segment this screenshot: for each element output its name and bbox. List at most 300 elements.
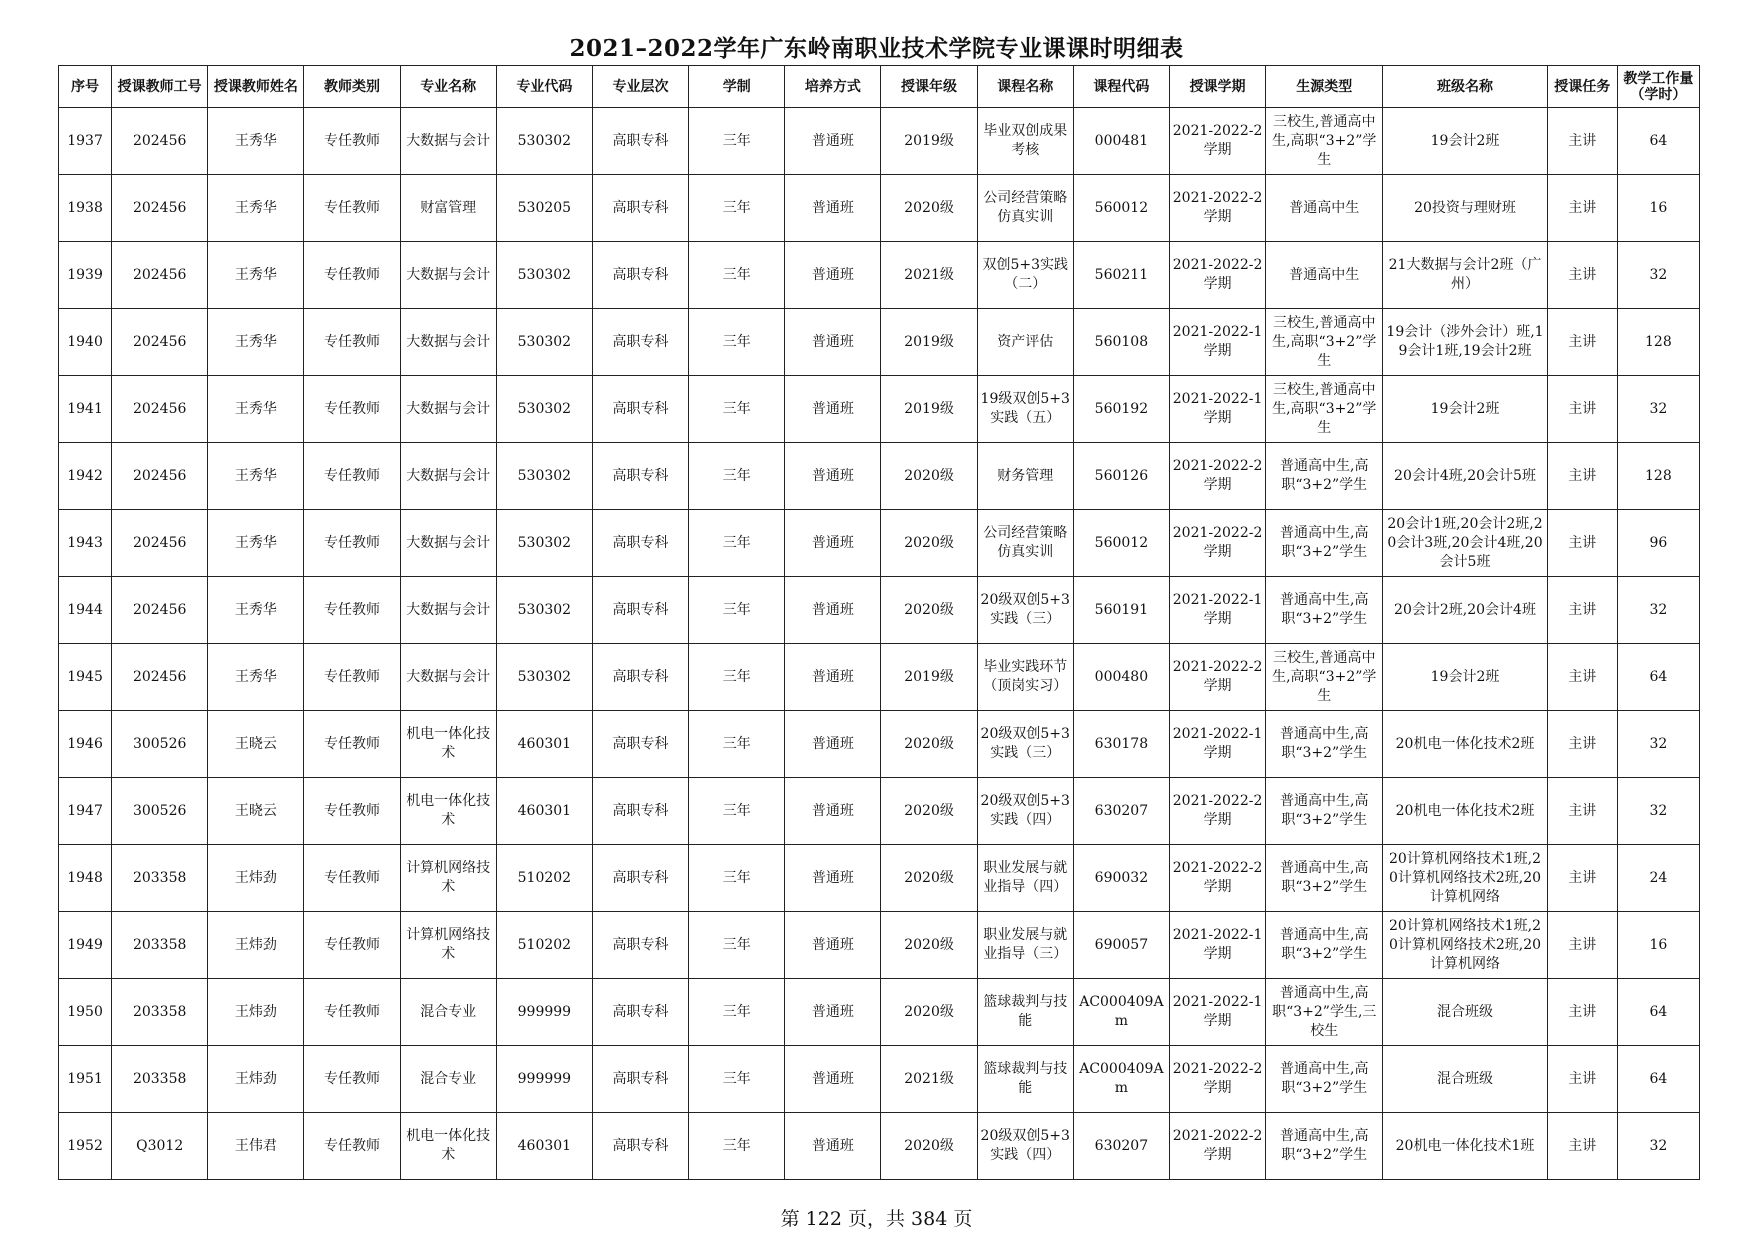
table-cell xyxy=(208,175,304,242)
cell-text: 普通高中生,高职“3+2”学生 xyxy=(1280,927,1369,962)
table-cell xyxy=(785,577,881,644)
cell-text: 32 xyxy=(1649,266,1668,283)
cell-text: 1938 xyxy=(67,199,103,216)
cell-text: 三年 xyxy=(722,601,751,618)
cell-text: 大数据与会计 xyxy=(406,534,491,551)
cell-text: 32 xyxy=(1649,1137,1668,1154)
cell-text: 王秀华 xyxy=(234,199,277,216)
table-cell xyxy=(400,1046,496,1113)
cell-text: 630178 xyxy=(1094,735,1149,752)
cell-text: 专任教师 xyxy=(324,132,381,149)
cell-text: 24 xyxy=(1649,869,1668,886)
cell-text: 公司经营策略仿真实训 xyxy=(983,525,1068,560)
table-cell xyxy=(496,778,592,845)
cell-text: 高职专科 xyxy=(612,400,669,417)
table-cell xyxy=(881,510,977,577)
table-cell xyxy=(496,242,592,309)
cell-text: 530302 xyxy=(517,400,572,417)
table-cell xyxy=(1073,108,1169,175)
cell-text: 1947 xyxy=(67,802,103,819)
table-cell xyxy=(977,711,1073,778)
cell-text: 2019级 xyxy=(904,333,954,350)
table-cell xyxy=(304,1046,400,1113)
cell-text: 2021-2022-1学期 xyxy=(1172,391,1263,426)
table-cell xyxy=(1266,912,1383,979)
table-cell xyxy=(785,711,881,778)
cell-text: 王秀华 xyxy=(234,266,277,283)
cell-text: 128 xyxy=(1645,333,1672,350)
table-cell xyxy=(112,175,208,242)
table-cell xyxy=(304,644,400,711)
table-cell xyxy=(208,912,304,979)
cell-text: 19级双创5+3实践（五） xyxy=(980,391,1070,426)
cell-text: 三年 xyxy=(722,199,751,216)
cell-text: 三年 xyxy=(722,333,751,350)
table-cell xyxy=(1169,979,1265,1046)
table-cell xyxy=(1383,644,1547,711)
cell-text: 2021-2022-1学期 xyxy=(1172,726,1263,761)
cell-text: 203358 xyxy=(132,1003,187,1020)
table-cell xyxy=(977,979,1073,1046)
cell-text: 128 xyxy=(1645,467,1672,484)
cell-text: 高职专科 xyxy=(612,1137,669,1154)
table-cell xyxy=(59,577,112,644)
table-cell xyxy=(1617,242,1699,309)
cell-text: 20计算机网络技术1班,20计算机网络技术2班,20计算机网络 xyxy=(1388,917,1542,972)
cell-text: 1941 xyxy=(67,400,103,417)
table-row xyxy=(59,912,1700,979)
table-cell xyxy=(208,1113,304,1180)
table-cell xyxy=(1169,845,1265,912)
cell-text: 王炜劲 xyxy=(234,1003,277,1020)
table-cell xyxy=(1169,108,1265,175)
cell-text: 2021-2022-2学期 xyxy=(1172,257,1263,292)
cell-text: 460301 xyxy=(517,1137,572,1154)
cell-text: 混合专业 xyxy=(420,1003,477,1020)
cell-text: 2021-2022-2学期 xyxy=(1172,793,1263,828)
cell-text: 530302 xyxy=(517,266,572,283)
table-cell xyxy=(59,912,112,979)
table-cell xyxy=(400,778,496,845)
cell-text: 2021-2022-2学期 xyxy=(1172,190,1263,225)
cell-text: 高职专科 xyxy=(612,333,669,350)
table-cell xyxy=(1169,577,1265,644)
table-cell xyxy=(59,1113,112,1180)
cell-text: 专任教师 xyxy=(324,869,381,886)
cell-text: 三年 xyxy=(722,1003,751,1020)
cell-text: 20级双创5+3实践（三） xyxy=(980,592,1070,627)
cell-text: 普通班 xyxy=(811,132,854,149)
cell-text: 普通班 xyxy=(811,936,854,953)
cell-text: 2021级 xyxy=(904,1070,954,1087)
cell-text: 460301 xyxy=(517,735,572,752)
table-cell xyxy=(1073,778,1169,845)
table-cell xyxy=(881,778,977,845)
cell-text: 大数据与会计 xyxy=(406,601,491,618)
cell-text: 普通高中生,高职“3+2”学生 xyxy=(1280,1061,1369,1096)
table-cell xyxy=(1617,845,1699,912)
cell-text: 2021-2022-2学期 xyxy=(1172,860,1263,895)
table-cell xyxy=(977,845,1073,912)
cell-text: 20投资与理财班 xyxy=(1414,199,1516,216)
cell-text: 202456 xyxy=(132,266,187,283)
cell-text: 主讲 xyxy=(1568,869,1597,886)
column-header: 授课学期 xyxy=(1169,66,1265,108)
table-cell xyxy=(1383,979,1547,1046)
table-cell xyxy=(689,309,785,376)
table-cell xyxy=(1169,443,1265,510)
table-cell xyxy=(785,845,881,912)
table-cell xyxy=(112,376,208,443)
column-header: 教师类别 xyxy=(304,66,400,108)
table-cell xyxy=(1547,1046,1617,1113)
table-cell xyxy=(689,175,785,242)
cell-text: 32 xyxy=(1649,802,1668,819)
cell-text: 王晓云 xyxy=(234,735,277,752)
table-cell xyxy=(1383,376,1547,443)
cell-text: 32 xyxy=(1649,400,1668,417)
table-cell xyxy=(208,510,304,577)
cell-text: 计算机网络技术 xyxy=(406,927,491,962)
cell-text: 000480 xyxy=(1094,668,1149,685)
cell-text: 1950 xyxy=(67,1003,103,1020)
cell-text: 20机电一体化技术1班 xyxy=(1395,1137,1535,1154)
table-cell xyxy=(1383,108,1547,175)
cell-text: 主讲 xyxy=(1568,266,1597,283)
table-cell xyxy=(400,510,496,577)
cell-text: 王秀华 xyxy=(234,601,277,618)
table-cell xyxy=(785,644,881,711)
table-cell xyxy=(977,510,1073,577)
table-cell xyxy=(59,778,112,845)
cell-text: 混合班级 xyxy=(1437,1070,1493,1087)
table-cell xyxy=(1169,376,1265,443)
cell-text: 202456 xyxy=(132,199,187,216)
cell-text: 王炜劲 xyxy=(234,869,277,886)
cell-text: 普通高中生,高职“3+2”学生 xyxy=(1280,592,1369,627)
table-cell xyxy=(304,778,400,845)
column-header: 课程名称 xyxy=(977,66,1073,108)
cell-text: 普通班 xyxy=(811,668,854,685)
cell-text: 高职专科 xyxy=(612,869,669,886)
table-row xyxy=(59,309,1700,376)
table-cell xyxy=(59,175,112,242)
table-row xyxy=(59,577,1700,644)
cell-text: 000481 xyxy=(1094,132,1149,149)
table-cell xyxy=(1266,845,1383,912)
cell-text: 20级双创5+3实践（四） xyxy=(980,1128,1070,1163)
table-cell xyxy=(1169,242,1265,309)
table-cell xyxy=(400,979,496,1046)
table-cell xyxy=(785,510,881,577)
table-cell xyxy=(592,979,688,1046)
cell-text: 20会计2班,20会计4班 xyxy=(1394,601,1536,618)
cell-text: 32 xyxy=(1649,601,1668,618)
cell-text: 混合班级 xyxy=(1437,1003,1493,1020)
table-cell xyxy=(112,309,208,376)
cell-text: 560012 xyxy=(1094,534,1149,551)
column-header: 培养方式 xyxy=(785,66,881,108)
cell-text: 510202 xyxy=(517,869,572,886)
cell-text: 普通班 xyxy=(811,735,854,752)
table-cell xyxy=(592,309,688,376)
table-cell xyxy=(1383,1046,1547,1113)
table-cell xyxy=(1073,376,1169,443)
cell-text: 1948 xyxy=(67,869,103,886)
table-cell xyxy=(496,376,592,443)
table-cell xyxy=(1617,443,1699,510)
table-cell xyxy=(304,912,400,979)
cell-text: 530302 xyxy=(517,333,572,350)
table-cell xyxy=(785,912,881,979)
table-cell xyxy=(112,577,208,644)
table-cell xyxy=(59,510,112,577)
table-cell xyxy=(689,108,785,175)
cell-text: 王炜劲 xyxy=(234,1070,277,1087)
cell-text: 2019级 xyxy=(904,132,954,149)
table-cell xyxy=(1383,778,1547,845)
cell-text: 专任教师 xyxy=(324,802,381,819)
cell-text: 机电一体化技术 xyxy=(406,726,491,761)
cell-text: 普通高中生,高职“3+2”学生 xyxy=(1280,1128,1369,1163)
table-cell xyxy=(400,577,496,644)
table-cell xyxy=(881,711,977,778)
cell-text: 64 xyxy=(1649,668,1668,685)
cell-text: 大数据与会计 xyxy=(406,400,491,417)
table-cell xyxy=(1617,175,1699,242)
cell-text: 高职专科 xyxy=(612,1003,669,1020)
table-cell xyxy=(496,108,592,175)
table-row xyxy=(59,845,1700,912)
cell-text: 1944 xyxy=(67,601,103,618)
table-cell xyxy=(1266,979,1383,1046)
cell-text: 篮球裁判与技能 xyxy=(983,1061,1068,1096)
table-cell xyxy=(1169,912,1265,979)
table-cell xyxy=(1073,912,1169,979)
table-cell xyxy=(592,711,688,778)
table-cell xyxy=(1266,175,1383,242)
table-cell xyxy=(112,912,208,979)
cell-text: 普通高中生,高职“3+2”学生 xyxy=(1280,525,1369,560)
table-cell xyxy=(400,912,496,979)
table-cell xyxy=(304,175,400,242)
table-cell xyxy=(1169,1113,1265,1180)
table-cell xyxy=(1383,175,1547,242)
cell-text: 普通高中生,高职“3+2”学生,三校生 xyxy=(1272,984,1377,1039)
column-header: 生源类型 xyxy=(1266,66,1383,108)
cell-text: 2019级 xyxy=(904,400,954,417)
table-cell xyxy=(112,510,208,577)
cell-text: 高职专科 xyxy=(612,936,669,953)
cell-text: 高职专科 xyxy=(612,266,669,283)
table-cell xyxy=(881,979,977,1046)
cell-text: 主讲 xyxy=(1568,735,1597,752)
cell-text: 王伟君 xyxy=(234,1137,277,1154)
cell-text: 专任教师 xyxy=(324,534,381,551)
table-cell xyxy=(785,108,881,175)
table-cell xyxy=(59,644,112,711)
cell-text: 普通班 xyxy=(811,1070,854,1087)
table-cell xyxy=(1547,510,1617,577)
table-cell xyxy=(592,778,688,845)
table-cell xyxy=(59,242,112,309)
cell-text: 三年 xyxy=(722,534,751,551)
table-cell xyxy=(1073,644,1169,711)
table-cell xyxy=(1617,778,1699,845)
table-cell xyxy=(112,443,208,510)
cell-text: 主讲 xyxy=(1568,199,1597,216)
table-row xyxy=(59,108,1700,175)
cell-text: 高职专科 xyxy=(612,668,669,685)
cell-text: 32 xyxy=(1649,735,1668,752)
cell-text: 203358 xyxy=(132,869,187,886)
cell-text: 1952 xyxy=(67,1137,103,1154)
course-hours-table xyxy=(58,65,1700,1180)
cell-text: 16 xyxy=(1649,199,1668,216)
table-cell xyxy=(208,309,304,376)
table-cell xyxy=(1266,711,1383,778)
table-row xyxy=(59,443,1700,510)
cell-text: 专任教师 xyxy=(324,400,381,417)
table-cell xyxy=(1547,778,1617,845)
table-cell xyxy=(304,309,400,376)
column-header: 序号 xyxy=(59,66,112,108)
cell-text: 1951 xyxy=(67,1070,103,1087)
table-cell xyxy=(400,108,496,175)
table-cell xyxy=(400,175,496,242)
table-cell xyxy=(1383,845,1547,912)
table-cell xyxy=(785,979,881,1046)
cell-text: 专任教师 xyxy=(324,735,381,752)
table-cell xyxy=(1547,711,1617,778)
column-header: 专业代码 xyxy=(496,66,592,108)
table-cell xyxy=(496,979,592,1046)
cell-text: 王晓云 xyxy=(234,802,277,819)
cell-text: 2021-2022-2学期 xyxy=(1172,458,1263,493)
table-row xyxy=(59,376,1700,443)
table-cell xyxy=(1547,644,1617,711)
table-cell xyxy=(977,912,1073,979)
cell-text: 专任教师 xyxy=(324,199,381,216)
table-cell xyxy=(400,309,496,376)
table-cell xyxy=(208,711,304,778)
table-cell xyxy=(689,711,785,778)
cell-text: 主讲 xyxy=(1568,400,1597,417)
cell-text: 20级双创5+3实践（三） xyxy=(980,726,1070,761)
table-cell xyxy=(592,242,688,309)
table-cell xyxy=(59,845,112,912)
cell-text: 普通班 xyxy=(811,869,854,886)
cell-text: 202456 xyxy=(132,534,187,551)
table-cell xyxy=(59,979,112,1046)
cell-text: AC000409Am xyxy=(1079,1061,1164,1096)
cell-text: 三年 xyxy=(722,668,751,685)
cell-text: 王秀华 xyxy=(234,668,277,685)
cell-text: 主讲 xyxy=(1568,1070,1597,1087)
table-cell xyxy=(304,577,400,644)
column-header: 专业层次 xyxy=(592,66,688,108)
table-cell xyxy=(785,309,881,376)
cell-text: 20机电一体化技术2班 xyxy=(1395,735,1535,752)
table-cell xyxy=(881,1046,977,1113)
cell-text: 630207 xyxy=(1094,1137,1149,1154)
cell-text: 2021级 xyxy=(904,266,954,283)
table-cell xyxy=(881,108,977,175)
cell-text: 690057 xyxy=(1094,936,1149,953)
table-cell xyxy=(592,175,688,242)
cell-text: 203358 xyxy=(132,1070,187,1087)
cell-text: 2021-2022-2学期 xyxy=(1172,123,1263,158)
cell-text: 财务管理 xyxy=(997,467,1054,484)
cell-text: 三年 xyxy=(722,802,751,819)
table-cell xyxy=(1266,1046,1383,1113)
table-row xyxy=(59,979,1700,1046)
column-header: 授课教师工号 xyxy=(112,66,208,108)
table-cell xyxy=(400,644,496,711)
table-cell xyxy=(304,376,400,443)
column-header: 授课年级 xyxy=(881,66,977,108)
cell-text: 202456 xyxy=(132,467,187,484)
cell-text: 普通班 xyxy=(811,199,854,216)
cell-text: 300526 xyxy=(132,802,187,819)
table-cell xyxy=(1266,644,1383,711)
table-cell xyxy=(977,376,1073,443)
table-cell xyxy=(208,577,304,644)
cell-text: 公司经营策略仿真实训 xyxy=(983,190,1068,225)
cell-text: 主讲 xyxy=(1568,1137,1597,1154)
column-header: 授课任务 xyxy=(1547,66,1617,108)
cell-text: 560012 xyxy=(1094,199,1149,216)
table-cell xyxy=(1169,1046,1265,1113)
table-cell xyxy=(496,845,592,912)
table-cell xyxy=(496,1046,592,1113)
table-cell xyxy=(1073,979,1169,1046)
cell-text: 三年 xyxy=(722,869,751,886)
cell-text: 1942 xyxy=(67,467,103,484)
table-row xyxy=(59,510,1700,577)
cell-text: 王秀华 xyxy=(234,467,277,484)
table-cell xyxy=(977,1046,1073,1113)
cell-text: 三年 xyxy=(722,1137,751,1154)
cell-text: 2021-2022-1学期 xyxy=(1172,324,1263,359)
table-cell xyxy=(1547,376,1617,443)
table-cell xyxy=(1073,845,1169,912)
table-cell xyxy=(400,845,496,912)
table-cell xyxy=(1073,309,1169,376)
table-cell xyxy=(1266,510,1383,577)
cell-text: 高职专科 xyxy=(612,467,669,484)
cell-text: 三年 xyxy=(722,1070,751,1087)
cell-text: 主讲 xyxy=(1568,601,1597,618)
cell-text: 三年 xyxy=(722,467,751,484)
table-cell xyxy=(689,1113,785,1180)
table-cell xyxy=(785,175,881,242)
table-cell xyxy=(977,108,1073,175)
cell-text: 专任教师 xyxy=(324,467,381,484)
table-cell xyxy=(1383,309,1547,376)
cell-text: 普通高中生,高职“3+2”学生 xyxy=(1280,860,1369,895)
table-cell xyxy=(208,376,304,443)
cell-text: 2020级 xyxy=(904,869,954,886)
cell-text: 530302 xyxy=(517,534,572,551)
table-cell xyxy=(1383,1113,1547,1180)
cell-text: 机电一体化技术 xyxy=(406,793,491,828)
table-cell xyxy=(881,242,977,309)
table-cell xyxy=(881,309,977,376)
cell-text: 2021-2022-2学期 xyxy=(1172,1061,1263,1096)
table-row xyxy=(59,1046,1700,1113)
table-cell xyxy=(592,443,688,510)
